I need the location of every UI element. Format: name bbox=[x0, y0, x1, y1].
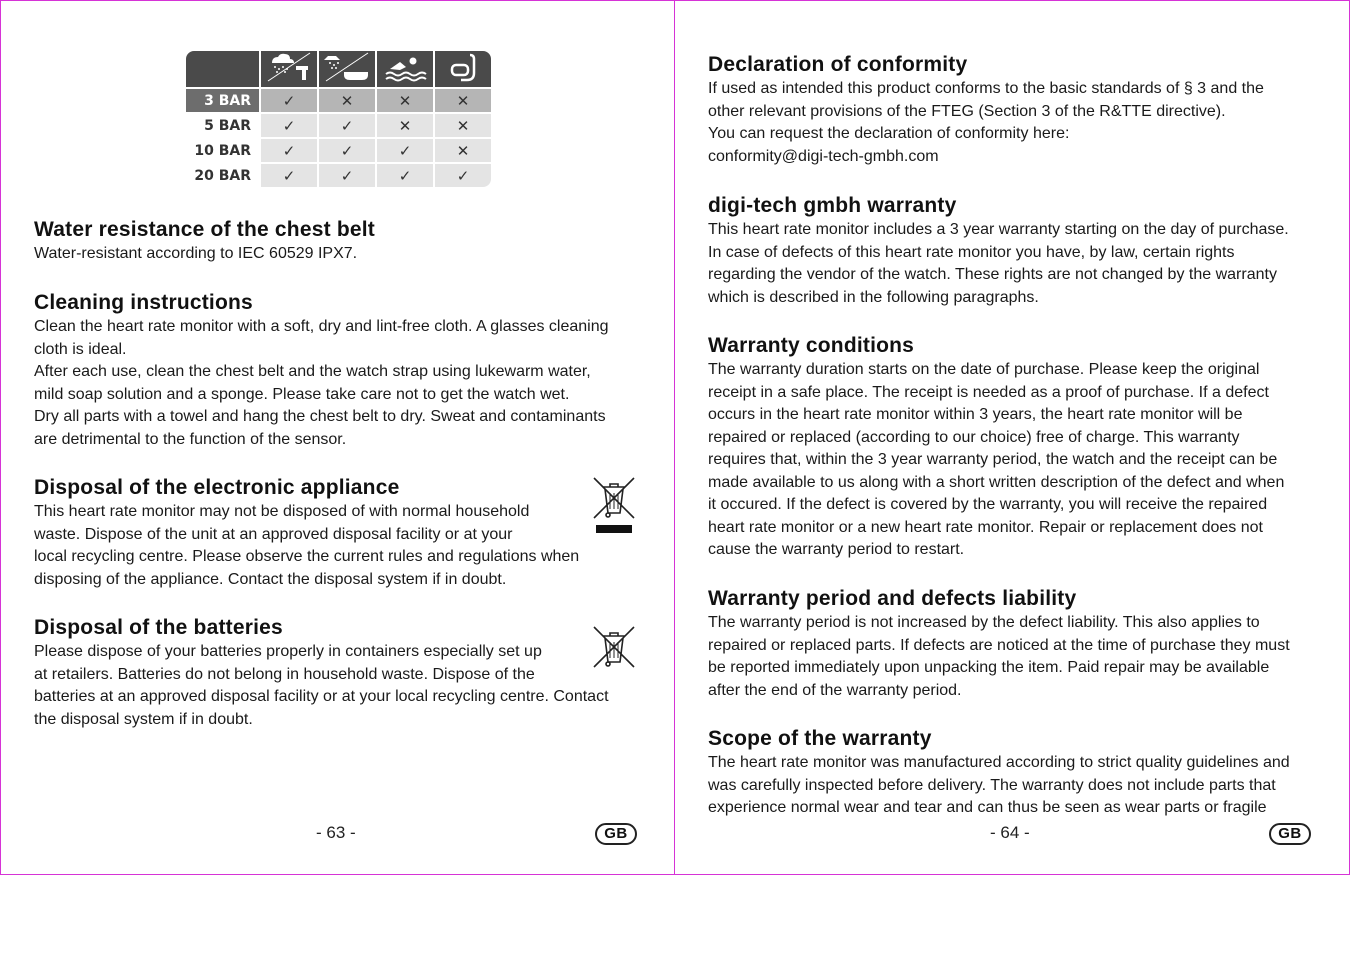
section-heading: Scope of the warranty bbox=[708, 727, 932, 750]
table-corner bbox=[186, 51, 259, 87]
section-line: Please dispose of your batteries properly in containers especially set up bbox=[34, 643, 542, 660]
section-line: disposing of the appliance. Contact the disposal system if in doubt. bbox=[34, 570, 507, 588]
section-line: Dry all parts with a towel and hang the chest belt to dry. Sweat and contaminants bbox=[34, 408, 606, 425]
section-cleaning bbox=[34, 290, 654, 451]
section-warranty-conditions bbox=[708, 333, 1328, 562]
section-line: it occured. If the defect is covered by the warranty, you will receive the repaired bbox=[708, 496, 1268, 513]
section-warranty bbox=[708, 193, 1328, 309]
check-icon: ✓ bbox=[261, 87, 317, 112]
section-line: The heart rate monitor was manufactured according to strict quality guidelines and bbox=[708, 754, 1290, 771]
check-icon: ✓ bbox=[319, 137, 375, 162]
row-label: 20 BAR bbox=[186, 162, 259, 187]
section-line: This heart rate monitor includes a 3 year warranty starting on the day of purchase. bbox=[708, 221, 1289, 238]
shower-icon bbox=[319, 51, 375, 87]
section-line: after the end of the warranty period. bbox=[708, 681, 962, 699]
snorkel-icon bbox=[435, 51, 491, 87]
section-line: at retailers. Batteries do not belong in household waste. Dispose of the bbox=[34, 665, 535, 683]
section-heading: Warranty conditions bbox=[708, 334, 915, 357]
section-line: cloth is ideal. bbox=[34, 340, 127, 358]
section-line: repaired or replaced parts. If defects are noticed at the time of purchase they must bbox=[708, 636, 1290, 654]
check-icon: ✓ bbox=[261, 162, 317, 187]
page-right bbox=[674, 0, 1350, 875]
section-line: other relevant provisions of the FTEG (Section 3 of the R&TTE directive). bbox=[708, 102, 1226, 120]
section-line: heart rate monitor or a new heart rate monitor. Repair or replacement does not bbox=[708, 518, 1263, 536]
section-line: This heart rate monitor may not be disposed of with normal household bbox=[34, 503, 530, 520]
section-warranty-scope bbox=[708, 726, 1328, 820]
table-row-10bar bbox=[186, 137, 491, 162]
section-water-resistance bbox=[34, 217, 644, 266]
section-line: are detrimental to the function of the sensor. bbox=[34, 430, 347, 448]
section-line: was carefully inspected before delivery. The warranty does not include parts that bbox=[708, 776, 1276, 794]
section-heading: Disposal of the electronic appliance bbox=[34, 476, 400, 499]
section-line: experience normal wear and tear and can thus be seen as wear parts or fragile bbox=[708, 799, 1267, 816]
cross-icon: ✕ bbox=[435, 112, 491, 137]
language-badge: GB bbox=[595, 823, 637, 845]
section-line: occurs in the heart rate monitor within 3 years, the heart rate monitor will be bbox=[708, 406, 1243, 423]
check-icon: ✓ bbox=[261, 112, 317, 137]
section-line: receipt in a safe place. The receipt is needed as a proof of purchase. If a defect bbox=[708, 383, 1269, 401]
swimming-icon bbox=[377, 51, 433, 87]
language-badge: GB bbox=[1269, 823, 1311, 845]
cross-icon: ✕ bbox=[435, 87, 491, 112]
section-line: conformity@digi-tech-gmbh.com bbox=[708, 147, 939, 165]
cross-icon: ✕ bbox=[319, 87, 375, 112]
check-icon: ✓ bbox=[377, 137, 433, 162]
section-line: cause the warranty period to restart. bbox=[708, 541, 965, 558]
cross-icon: ✕ bbox=[377, 112, 433, 137]
cross-icon: ✕ bbox=[435, 137, 491, 162]
page-left bbox=[0, 0, 675, 875]
section-line: regarding the vendor of the watch. These rights are not changed by the warranty bbox=[708, 266, 1277, 283]
table-row-20bar bbox=[186, 162, 491, 187]
section-line: The warranty period is not increased by the defect liability. This also applies to bbox=[708, 614, 1260, 631]
table-row-3bar bbox=[186, 87, 491, 112]
section-line: Clean the heart rate monitor with a soft, dry and lint-free cloth. A glasses cleaning bbox=[34, 318, 609, 335]
crossed-bin-icon bbox=[591, 624, 637, 675]
page-number: - 63 - bbox=[316, 823, 356, 842]
check-icon: ✓ bbox=[261, 137, 317, 162]
check-icon: ✓ bbox=[319, 112, 375, 137]
rain-icon bbox=[261, 51, 317, 87]
section-line: mild soap solution and a sponge. Please take care not to get the watch wet. bbox=[34, 385, 570, 403]
section-heading: Warranty period and defects liability bbox=[708, 587, 1077, 610]
section-line: repaired or replaced (according to our choice) free of charge. This warranty bbox=[708, 428, 1240, 446]
section-line: You can request the declaration of conformity here: bbox=[708, 125, 1070, 142]
section-line: batteries at an approved disposal facility or at your local recycling centre. Contact bbox=[34, 688, 609, 705]
section-disposal-electronic bbox=[34, 475, 654, 591]
water-resistance-table bbox=[184, 51, 493, 187]
section-heading: Water resistance of the chest belt bbox=[34, 218, 375, 241]
section-line: Water-resistant according to IEC 60529 IPX7. bbox=[34, 245, 358, 262]
section-heading: Cleaning instructions bbox=[34, 291, 253, 314]
crossed-bin-icon bbox=[591, 475, 637, 542]
cross-icon: ✕ bbox=[377, 87, 433, 112]
section-line: After each use, clean the chest belt and the watch strap using lukewarm water, bbox=[34, 363, 591, 380]
check-icon: ✓ bbox=[319, 162, 375, 187]
section-warranty-period bbox=[708, 586, 1328, 702]
section-line: The warranty duration starts on the date of purchase. Please keep the original bbox=[708, 361, 1260, 378]
section-line: In case of defects of this heart rate monitor you have, by law, certain rights bbox=[708, 243, 1235, 261]
section-heading: Declaration of conformity bbox=[708, 53, 968, 76]
section-disposal-batteries bbox=[34, 615, 654, 731]
section-line: made available to us along with a short written description of the defect and when bbox=[708, 473, 1285, 491]
row-label: 5 BAR bbox=[186, 112, 259, 137]
section-line: requires that, within the 3 year warranty period, the watch and the receipt can be bbox=[708, 451, 1278, 468]
section-heading: Disposal of the batteries bbox=[34, 616, 283, 639]
page-number: - 64 - bbox=[990, 823, 1030, 842]
section-line: the disposal system if in doubt. bbox=[34, 710, 253, 728]
table-row-5bar bbox=[186, 112, 491, 137]
section-line: If used as intended this product conforms to the basic standards of § 3 and the bbox=[708, 80, 1264, 97]
check-icon: ✓ bbox=[377, 162, 433, 187]
section-declaration bbox=[708, 52, 1328, 168]
row-label: 3 BAR bbox=[186, 87, 259, 112]
check-icon: ✓ bbox=[435, 162, 491, 187]
section-line: waste. Dispose of the unit at an approved disposal facility or at your bbox=[34, 525, 513, 543]
row-label: 10 BAR bbox=[186, 137, 259, 162]
section-heading: digi-tech gmbh warranty bbox=[708, 194, 957, 217]
section-line: be reported immediately upon unpacking the item. Paid repair may be available bbox=[708, 659, 1270, 676]
section-line: which is described in the following paragraphs. bbox=[708, 288, 1039, 306]
section-line: local recycling centre. Please observe the current rules and regulations when bbox=[34, 548, 580, 565]
